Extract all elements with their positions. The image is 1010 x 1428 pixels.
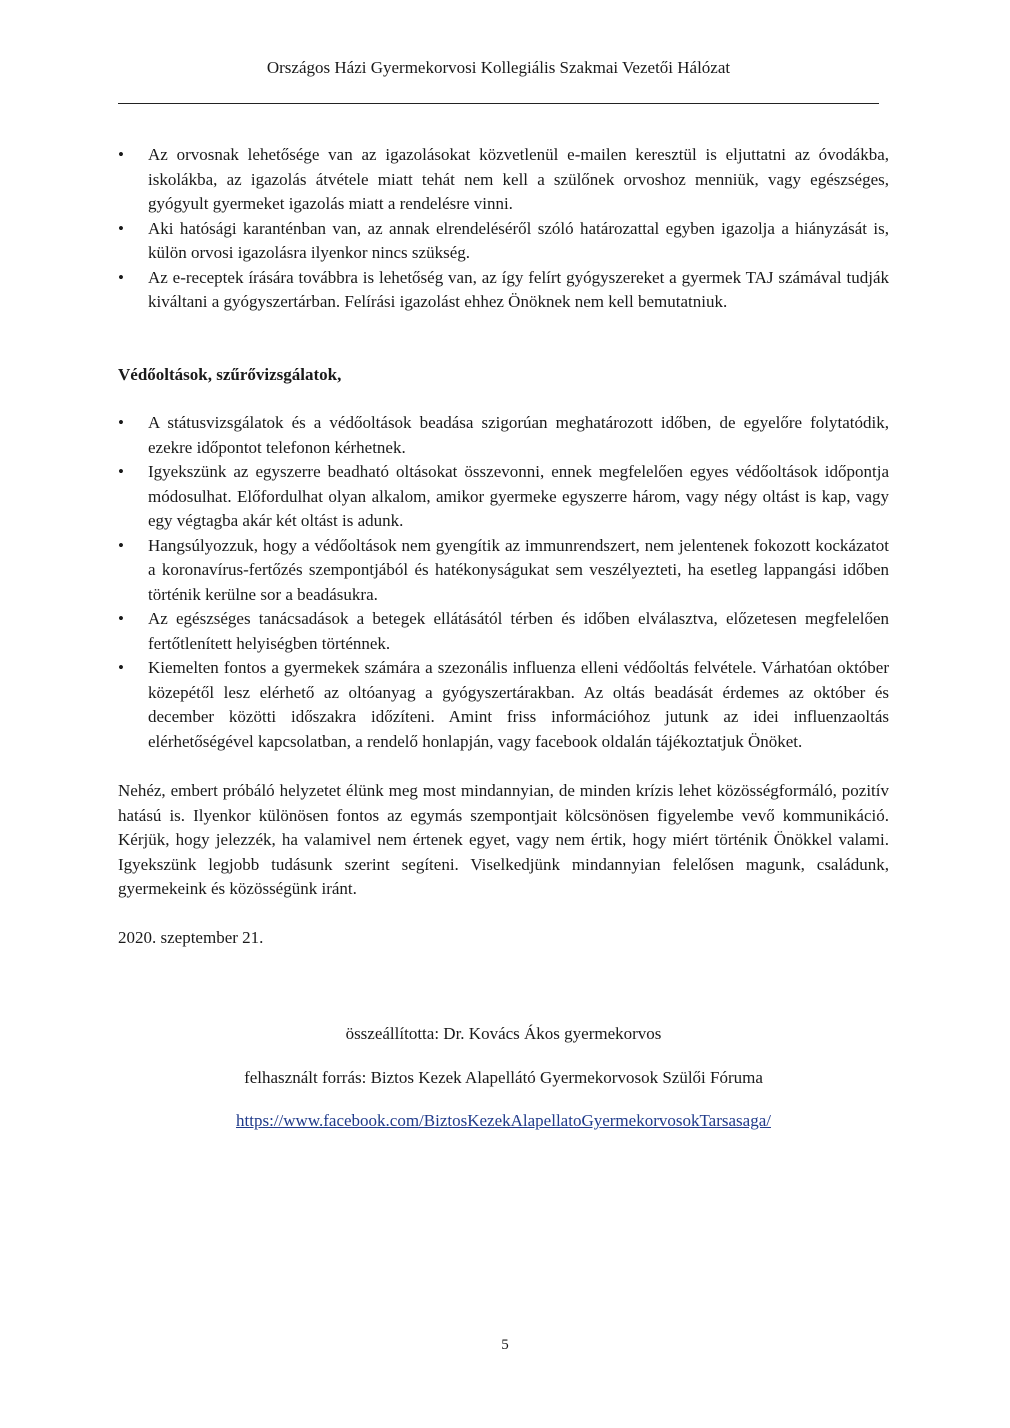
list-item [118,266,889,315]
list-item-text: Aki hatósági karanténban van, az annak elrendeléséről szóló határozattal egyben igazolja a hiányzását is, külön orvosi igazolásra ilyenkor nincs szükség. [148,218,889,262]
bullet-icon: • [118,658,124,677]
closing-paragraph: Nehéz, embert próbáló helyzetet élünk meg most mindannyian, de minden krízis lehet közösségformáló, pozitív hatású is. Ilyenkor különösen fontos az egymás szempontjait kölcsönösen figyelembe vevő kommunikáció. Kérjük, hogy jelezzék, ha valamivel nem értenek egyet, vagy nem értik, hogy miért történik Önökkel valami. Igyekszünk legjobb tudásunk szerint segíteni. Viselkedjünk mindannyian felelősen magunk, családunk, gyermekeink és közösségünk iránt. [118,781,889,898]
document-body [118,143,889,950]
intro-bullet-list [118,143,889,315]
list-item-text: Kiemelten fontos a gyermekek számára a szezonális influenza elleni védőoltás felvétele. Várhatóan október közepétől lesz elérhető az oltóanyag a gyógyszertárakban. Az oltás beadását érdemes az október és december közötti időszakra időzíteni. Amint friss információhoz jutunk az idei influenzaoltás elérhetőségével kapcsolatban, a rendelő honlapján, vagy facebook oldalán tájékoztatjuk Önöket. [148,658,889,751]
bullet-icon: • [118,609,124,628]
vaccination-bullet-list [118,411,889,754]
bullet-icon: • [118,413,124,432]
list-item-text: Igyekszünk az egyszerre beadható oltásokat összevonni, ennek megfelelően egyes védőoltások időpontja módosulhat. Előfordulhat olyan alkalom, amikor gyermeke egyszerre három, vagy négy oltást is kap, vagy egy végtagba akár két oltást is adunk. [148,462,889,530]
list-item [118,534,889,608]
bullet-icon: • [118,218,124,238]
list-item [118,607,889,656]
list-item-text: A státusvizsgálatok és a védőoltások beadása szigorúan meghatározott időben, de egyelőre folytatódik, ezekre időpontot telefonon kérhetnek. [148,413,889,457]
bullet-icon: • [118,267,124,287]
list-item [118,143,889,217]
author-credit: összeállította: Dr. Kovács Ákos gyermekorvos [345,1024,662,1043]
facebook-source-link[interactable]: https://www.facebook.com/BiztosKezekAlapellatoGyermekorvosokTarsasaga/ [236,1111,771,1130]
section-heading: Védőoltások, szűrővizsgálatok, [118,364,342,384]
bullet-icon: • [118,462,124,481]
list-item [118,460,889,534]
list-item [118,411,889,460]
list-item-text: Az e-receptek írására továbbra is lehetőség van, az így felírt gyógyszereket a gyermek TAJ számával tudják kiváltani a gyógyszertárban. Felírási igazolást ehhez Önöknek nem kell bemutatniuk. [148,267,889,311]
list-item-text: Az orvosnak lehetősége van az igazolásokat közvetlenül e-mailen keresztül is eljuttatni az óvodákba, iskolákba, az igazolás átvétele miatt tehát nem kell a szülőnek orvoshoz menniük, vagy egészséges, gyógyult gyermeket igazolás miatt a rendelésre vinni. [148,145,889,213]
bullet-icon: • [118,535,124,555]
header-divider [118,103,879,104]
list-item [118,656,889,754]
list-item-text: Hangsúlyozzuk, hogy a védőoltások nem gyengítik az immunrendszert, nem jelentenek fokozott kockázatot a koronavírus-fertőzés szempontjából és hatékonyságukat sem veszélyezteti, ha esetleg lappangási időben történik kerülne sor a beadásukra. [148,535,889,604]
source-credit: felhasznált forrás: Biztos Kezek Alapellátó Gyermekorvosok Szülői Fóruma [244,1068,763,1087]
page-number: 5 [501,1337,509,1353]
source-link-line [118,1109,889,1133]
list-item-text: Az egészséges tanácsadások a betegek ellátásától térben és időben elválasztva, előzetesen megfelelően fertőtlenített helyiségben történnek. [148,609,889,653]
bullet-icon: • [118,145,124,164]
document-date: 2020. szeptember 21. [118,927,264,947]
page-header: Országos Házi Gyermekorvosi Kollegiális Szakmai Vezetői Hálózat [266,58,731,77]
list-item [118,217,889,266]
